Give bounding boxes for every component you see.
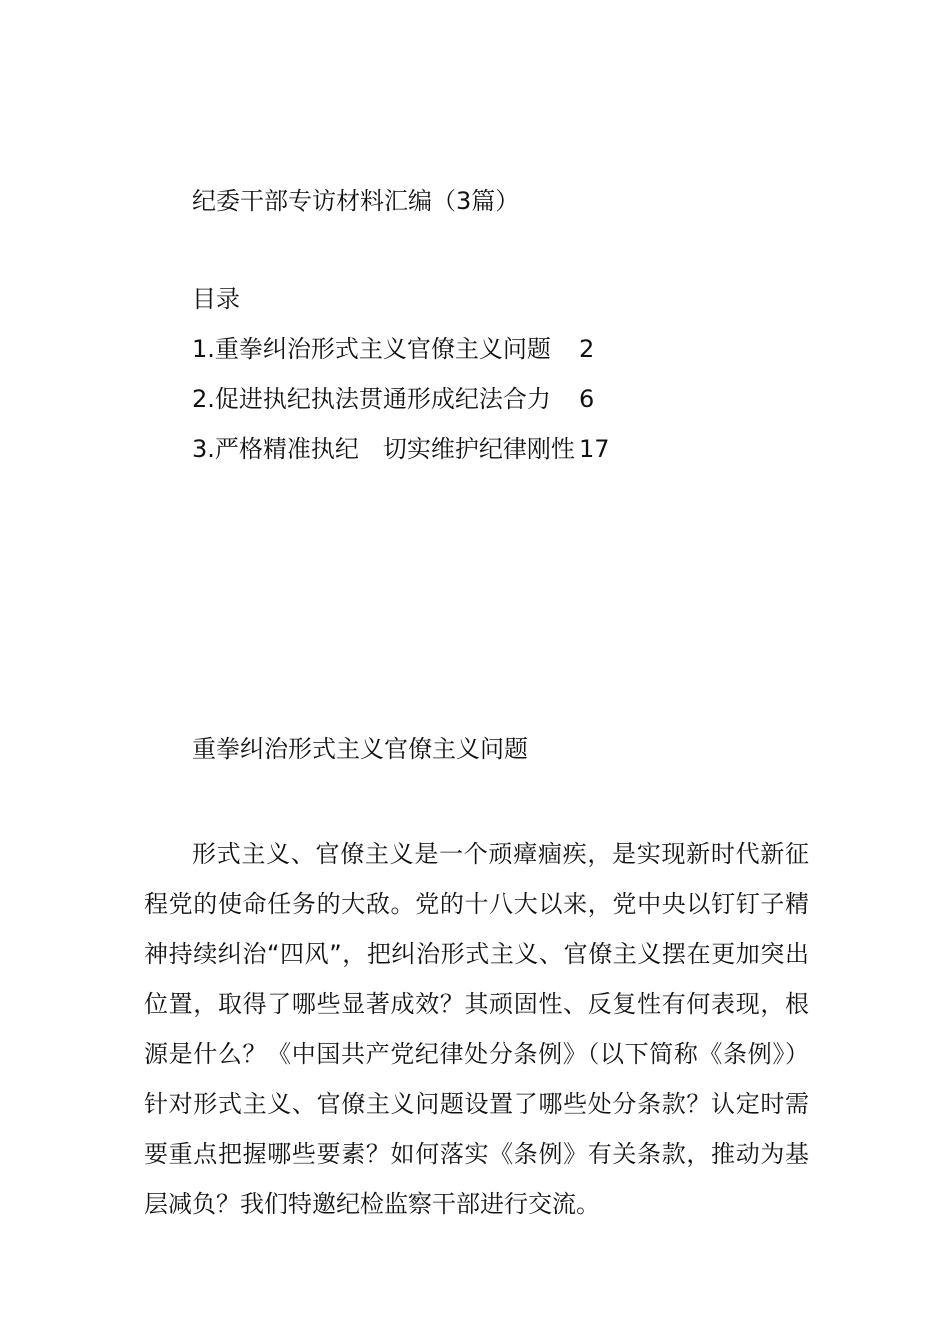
toc-entry: [192, 331, 610, 381]
toc-entry-page: 17: [579, 435, 610, 463]
toc-entry-label: 3.严格精准执纪 切实维护纪律刚性: [192, 435, 575, 463]
toc-entry: [192, 381, 610, 431]
table-of-contents: [192, 331, 610, 481]
toc-entry-label: 2.促进执纪执法贯通形成纪法合力: [192, 385, 551, 413]
toc-entry-page: 6: [579, 385, 595, 413]
toc-heading: 目录: [192, 285, 240, 313]
section-heading: 重拳纠治形式主义官僚主义问题: [192, 735, 528, 763]
toc-entry-page: 2: [579, 335, 595, 363]
toc-entry-label: 1.重拳纠治形式主义官僚主义问题: [192, 335, 551, 363]
document-title: 纪委干部专访材料汇编（3篇）: [192, 187, 520, 215]
toc-entry: [192, 431, 610, 481]
body-paragraph: 形式主义、官僚主义是一个顽瘴痼疾，是实现新时代新征程党的使命任务的大敌。党的十八大以来，党中央以钉钉子精神持续纠治“四风”，把纠治形式主义、官僚主义摆在更加突出位置，取得了哪些显著成效？其顽固性、反复性有何表现，根源是什么？《中国共产党纪律处分条例》（以下简称《条例》）针对形式主义、官僚主义问题设置了哪些处分条款？认定时需要重点把握哪些要素？如何落实《条例》有关条款，推动为基层减负？我们特邀纪检监察干部进行交流。: [144, 840, 809, 1218]
